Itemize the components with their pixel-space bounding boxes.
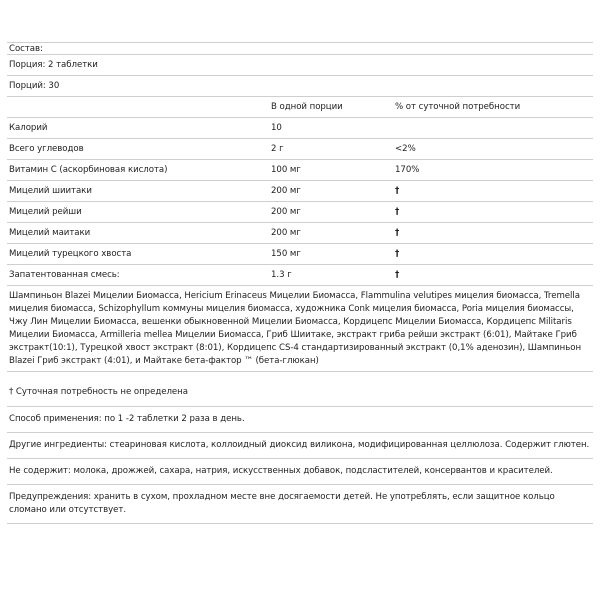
nutrient-amount: 200 мг [271, 228, 301, 238]
serving-size-row [7, 55, 593, 76]
nutrient-amount: 100 мг [271, 165, 301, 175]
supplement-facts-panel [7, 42, 593, 524]
nutrient-dv: † [395, 207, 400, 217]
nutrient-row [7, 202, 593, 223]
nutrient-name: Всего углеводов [9, 144, 84, 154]
servings-per-container: Порций: 30 [9, 81, 60, 91]
nutrient-dv: † [395, 228, 400, 238]
nutrient-name: Калорий [9, 123, 48, 133]
nutrient-row [7, 244, 593, 265]
nutrient-row [7, 160, 593, 181]
column-header-row [7, 97, 593, 118]
nutrient-row [7, 139, 593, 160]
composition-row [7, 42, 593, 55]
nutrient-amount: 150 мг [271, 249, 301, 259]
nutrient-dv: † [395, 186, 400, 196]
nutrient-amount: 10 [271, 123, 282, 133]
nutrient-amount: 2 г [271, 144, 284, 154]
nutrient-dv: † [395, 270, 400, 280]
nutrient-name: Мицелий турецкого хвоста [9, 249, 132, 259]
directions-text: Способ применения: по 1 -2 таблетки 2 раза в день. [7, 407, 593, 433]
nutrient-dv: † [395, 249, 400, 259]
nutrient-name: Мицелий рейши [9, 207, 82, 217]
serving-size: Порция: 2 таблетки [9, 60, 98, 70]
nutrient-row [7, 223, 593, 244]
proprietary-blend-text: Шампиньон Blazei Мицелии Биомасса, Hericium Erinaceus Мицелии Биомасса, Flammulina velutipes мицелия биомасса, Tremella мицелия биомасса, Schizophyllum коммуны мицелия биомасса, художника Conk мицелия биомасса, Poria мицелия биомассы, Чжу Лин Мицелии Биомасса, вешенки обыкновенной Мицелии Биомасса, Кордицепс Мицелии Биомасса, Кордицепс Militaris Мицелии Биомасса, Armilleria mellea Мицелии Биомасса, Гриб Шиитаке, экстракт гриба рейши экстракт (6:01), Майтаке Гриб экстракт(10:1), Турецкой хвост экстракт (8:01), Кордицепс CS-4 стандартизированный экстракт (0,1% аденозин), Шампиньон Blazei Гриб экстракт (4:01), и Майтаке бета-фактор ™ (бета-глюкан) [7, 286, 593, 372]
servings-row [7, 76, 593, 97]
daily-value-footnote: † Суточная потребность не определена [7, 380, 593, 407]
nutrient-amount: 200 мг [271, 207, 301, 217]
nutrient-name: Мицелий шиитаки [9, 186, 92, 196]
nutrient-dv: 170% [395, 165, 420, 175]
nutrient-row [7, 118, 593, 139]
nutrient-dv: <2% [395, 144, 416, 154]
nutrient-name: Витамин С (аскорбиновая кислота) [9, 165, 168, 175]
nutrient-amount: 200 мг [271, 186, 301, 196]
nutrient-name: Запатентованная смесь: [9, 270, 120, 280]
composition-label: Состав: [9, 43, 43, 54]
free-of-text: Не содержит: молока, дрожжей, сахара, натрия, искусственных добавок, подсластителей, консервантов и красителей. [7, 459, 593, 485]
nutrient-name: Мицелий маитаки [9, 228, 91, 238]
per-serving-header: В одной порции [271, 102, 343, 112]
warnings-text: Предупреждения: хранить в сухом, прохладном месте вне досягаемости детей. Не употреблять, если защитное кольцо сломано или отсутствует. [7, 485, 593, 524]
other-ingredients-text: Другие ингредиенты: стеариновая кислота, коллоидный диоксид виликона, модифицированная целлюлоза. Содержит глютен. [7, 433, 593, 459]
nutrient-row [7, 265, 593, 286]
nutrient-amount: 1.3 г [271, 270, 292, 280]
daily-value-header: % от суточной потребности [395, 102, 521, 112]
nutrient-row [7, 181, 593, 202]
